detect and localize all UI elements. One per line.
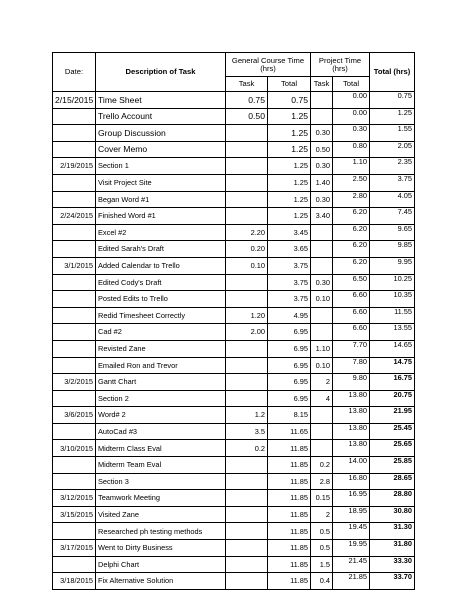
pt-task-cell: 0.10 bbox=[311, 291, 333, 308]
gct-total-cell: 1.25 bbox=[268, 158, 311, 175]
table-row bbox=[53, 490, 415, 507]
gct-total-cell: 11.85 bbox=[268, 523, 311, 540]
description-cell: Edited Cody's Draft bbox=[96, 274, 226, 291]
description-cell: Posted Edits to Trello bbox=[96, 291, 226, 308]
table-row bbox=[53, 473, 415, 490]
total-cell: 0.75 bbox=[370, 92, 415, 109]
gct-task-cell bbox=[226, 141, 268, 158]
description-cell: Excel #2 bbox=[96, 224, 226, 241]
header-total: Total (hrs) bbox=[370, 53, 415, 92]
gct-total-cell: 3.75 bbox=[268, 274, 311, 291]
pt-total-cell: 6.60 bbox=[333, 307, 370, 324]
gct-total-cell: 11.85 bbox=[268, 473, 311, 490]
description-cell: Gantt Chart bbox=[96, 374, 226, 391]
pt-task-cell: 0.5 bbox=[311, 540, 333, 557]
pt-task-cell bbox=[311, 440, 333, 457]
pt-task-cell: 1.40 bbox=[311, 174, 333, 191]
table-row bbox=[53, 141, 415, 158]
total-cell: 9.85 bbox=[370, 241, 415, 258]
pt-total-cell: 16.80 bbox=[333, 473, 370, 490]
gct-task-cell bbox=[226, 291, 268, 308]
date-cell bbox=[53, 125, 96, 142]
pt-task-cell bbox=[311, 423, 333, 440]
date-cell bbox=[53, 457, 96, 474]
header-general-course-time: General Course Time (hrs) bbox=[226, 53, 311, 77]
table-row bbox=[53, 540, 415, 557]
description-cell: Midterm Team Eval bbox=[96, 457, 226, 474]
gct-total-cell: 1.25 bbox=[268, 108, 311, 125]
pt-total-cell: 1.10 bbox=[333, 158, 370, 175]
gct-total-cell: 3.75 bbox=[268, 291, 311, 308]
header-gct-task: Task bbox=[226, 77, 268, 92]
gct-total-cell: 3.65 bbox=[268, 241, 311, 258]
gct-task-cell: 0.2 bbox=[226, 440, 268, 457]
header-pt-task: Task bbox=[311, 77, 333, 92]
date-cell bbox=[53, 307, 96, 324]
description-cell: Trello Account bbox=[96, 108, 226, 125]
pt-total-cell: 7.70 bbox=[333, 340, 370, 357]
date-cell bbox=[53, 357, 96, 374]
pt-total-cell: 21.45 bbox=[333, 556, 370, 573]
date-cell bbox=[53, 291, 96, 308]
table-row bbox=[53, 357, 415, 374]
table-row bbox=[53, 423, 415, 440]
total-cell: 10.25 bbox=[370, 274, 415, 291]
gct-task-cell bbox=[226, 340, 268, 357]
gct-task-cell bbox=[226, 208, 268, 225]
gct-total-cell: 1.25 bbox=[268, 191, 311, 208]
gct-total-cell: 11.85 bbox=[268, 573, 311, 590]
table-row bbox=[53, 158, 415, 175]
total-cell: 25.45 bbox=[370, 423, 415, 440]
gct-total-cell: 11.85 bbox=[268, 490, 311, 507]
table-row bbox=[53, 324, 415, 341]
total-cell: 28.65 bbox=[370, 473, 415, 490]
gct-task-cell: 0.20 bbox=[226, 241, 268, 258]
gct-total-cell: 6.95 bbox=[268, 340, 311, 357]
table-row bbox=[53, 241, 415, 258]
gct-task-cell bbox=[226, 540, 268, 557]
table-row bbox=[53, 573, 415, 590]
table-row bbox=[53, 174, 415, 191]
description-cell: Added Calendar to Trello bbox=[96, 257, 226, 274]
date-cell bbox=[53, 324, 96, 341]
gct-task-cell: 2.20 bbox=[226, 224, 268, 241]
pt-total-cell: 6.20 bbox=[333, 208, 370, 225]
date-cell bbox=[53, 423, 96, 440]
pt-total-cell: 2.80 bbox=[333, 191, 370, 208]
date-cell bbox=[53, 473, 96, 490]
total-cell: 4.05 bbox=[370, 191, 415, 208]
gct-total-cell: 4.95 bbox=[268, 307, 311, 324]
pt-task-cell bbox=[311, 92, 333, 109]
description-cell: Finished Word #1 bbox=[96, 208, 226, 225]
gct-task-cell bbox=[226, 374, 268, 391]
description-cell: Began Word #1 bbox=[96, 191, 226, 208]
pt-total-cell: 2.50 bbox=[333, 174, 370, 191]
pt-total-cell: 13.80 bbox=[333, 407, 370, 424]
description-cell: AutoCad #3 bbox=[96, 423, 226, 440]
description-cell: Edited Sarah's Draft bbox=[96, 241, 226, 258]
table-row bbox=[53, 374, 415, 391]
gct-total-cell: 6.95 bbox=[268, 357, 311, 374]
pt-total-cell: 0.00 bbox=[333, 92, 370, 109]
table-row bbox=[53, 92, 415, 109]
description-cell: Section 3 bbox=[96, 473, 226, 490]
gct-total-cell: 11.85 bbox=[268, 540, 311, 557]
description-cell: Time Sheet bbox=[96, 92, 226, 109]
pt-task-cell: 0.30 bbox=[311, 274, 333, 291]
gct-total-cell: 6.95 bbox=[268, 324, 311, 341]
pt-task-cell: 2 bbox=[311, 374, 333, 391]
pt-task-cell bbox=[311, 307, 333, 324]
date-cell: 3/2/2015 bbox=[53, 374, 96, 391]
gct-total-cell: 0.75 bbox=[268, 92, 311, 109]
total-cell: 25.65 bbox=[370, 440, 415, 457]
table-row bbox=[53, 340, 415, 357]
total-cell: 14.65 bbox=[370, 340, 415, 357]
pt-task-cell bbox=[311, 257, 333, 274]
gct-task-cell: 2.00 bbox=[226, 324, 268, 341]
pt-total-cell: 13.80 bbox=[333, 390, 370, 407]
table-row bbox=[53, 523, 415, 540]
pt-total-cell: 6.50 bbox=[333, 274, 370, 291]
pt-total-cell: 19.95 bbox=[333, 540, 370, 557]
description-cell: Visited Zane bbox=[96, 506, 226, 523]
pt-task-cell: 0.30 bbox=[311, 158, 333, 175]
gct-total-cell: 11.85 bbox=[268, 506, 311, 523]
pt-total-cell: 14.00 bbox=[333, 457, 370, 474]
total-cell: 9.95 bbox=[370, 257, 415, 274]
gct-task-cell bbox=[226, 506, 268, 523]
pt-total-cell: 6.60 bbox=[333, 291, 370, 308]
date-cell: 3/15/2015 bbox=[53, 506, 96, 523]
pt-task-cell bbox=[311, 324, 333, 341]
pt-total-cell: 6.60 bbox=[333, 324, 370, 341]
gct-task-cell: 0.10 bbox=[226, 257, 268, 274]
pt-task-cell: 0.4 bbox=[311, 573, 333, 590]
total-cell: 16.75 bbox=[370, 374, 415, 391]
gct-total-cell: 1.25 bbox=[268, 174, 311, 191]
table-row bbox=[53, 291, 415, 308]
total-cell: 25.85 bbox=[370, 457, 415, 474]
total-cell: 33.30 bbox=[370, 556, 415, 573]
gct-task-cell bbox=[226, 125, 268, 142]
total-cell: 10.35 bbox=[370, 291, 415, 308]
pt-task-cell: 2 bbox=[311, 506, 333, 523]
pt-task-cell: 0.30 bbox=[311, 125, 333, 142]
pt-total-cell: 0.80 bbox=[333, 141, 370, 158]
header-gct-total: Total bbox=[268, 77, 311, 92]
gct-task-cell bbox=[226, 523, 268, 540]
pt-total-cell: 6.20 bbox=[333, 241, 370, 258]
gct-total-cell: 11.65 bbox=[268, 423, 311, 440]
date-cell bbox=[53, 241, 96, 258]
total-cell: 21.95 bbox=[370, 407, 415, 424]
pt-total-cell: 13.80 bbox=[333, 423, 370, 440]
description-cell: Section 2 bbox=[96, 390, 226, 407]
gct-task-cell bbox=[226, 556, 268, 573]
pt-task-cell: 0.5 bbox=[311, 523, 333, 540]
pt-total-cell: 16.95 bbox=[333, 490, 370, 507]
table-row bbox=[53, 457, 415, 474]
total-cell: 33.70 bbox=[370, 573, 415, 590]
date-cell bbox=[53, 108, 96, 125]
gct-task-cell: 0.50 bbox=[226, 108, 268, 125]
pt-total-cell: 7.80 bbox=[333, 357, 370, 374]
description-cell: Researched ph testing methods bbox=[96, 523, 226, 540]
header-project-time: Project Time (hrs) bbox=[311, 53, 370, 77]
gct-total-cell: 8.15 bbox=[268, 407, 311, 424]
gct-task-cell: 0.75 bbox=[226, 92, 268, 109]
pt-total-cell: 0.30 bbox=[333, 125, 370, 142]
pt-total-cell: 21.85 bbox=[333, 573, 370, 590]
table-row bbox=[53, 125, 415, 142]
gct-task-cell bbox=[226, 573, 268, 590]
header-date: Date: bbox=[53, 53, 96, 92]
description-cell: Delphi Chart bbox=[96, 556, 226, 573]
gct-task-cell bbox=[226, 274, 268, 291]
date-cell bbox=[53, 191, 96, 208]
total-cell: 11.55 bbox=[370, 307, 415, 324]
total-cell: 13.55 bbox=[370, 324, 415, 341]
date-cell: 2/15/2015 bbox=[53, 92, 96, 109]
gct-task-cell bbox=[226, 390, 268, 407]
gct-task-cell: 1.2 bbox=[226, 407, 268, 424]
gct-total-cell: 1.25 bbox=[268, 125, 311, 142]
date-cell: 3/6/2015 bbox=[53, 407, 96, 424]
date-cell: 2/24/2015 bbox=[53, 208, 96, 225]
gct-task-cell bbox=[226, 490, 268, 507]
description-cell: Visit Project Site bbox=[96, 174, 226, 191]
pt-task-cell: 0.2 bbox=[311, 457, 333, 474]
description-cell: Group Discussion bbox=[96, 125, 226, 142]
pt-task-cell: 0.15 bbox=[311, 490, 333, 507]
description-cell: Teamwork Meeting bbox=[96, 490, 226, 507]
pt-task-cell bbox=[311, 224, 333, 241]
total-cell: 1.25 bbox=[370, 108, 415, 125]
table-row bbox=[53, 307, 415, 324]
pt-total-cell: 0.00 bbox=[333, 108, 370, 125]
gct-task-cell bbox=[226, 191, 268, 208]
header-pt-total: Total bbox=[333, 77, 370, 92]
gct-task-cell bbox=[226, 457, 268, 474]
description-cell: Cad #2 bbox=[96, 324, 226, 341]
date-cell bbox=[53, 141, 96, 158]
gct-task-cell bbox=[226, 174, 268, 191]
table-row bbox=[53, 224, 415, 241]
description-cell: Midterm Class Eval bbox=[96, 440, 226, 457]
pt-task-cell bbox=[311, 108, 333, 125]
gct-task-cell bbox=[226, 158, 268, 175]
gct-task-cell: 3.5 bbox=[226, 423, 268, 440]
total-cell: 14.75 bbox=[370, 357, 415, 374]
total-cell: 31.80 bbox=[370, 540, 415, 557]
header-description: Description of Task bbox=[96, 53, 226, 92]
description-cell: Revisted Zane bbox=[96, 340, 226, 357]
description-cell: Emailed Ron and Trevor bbox=[96, 357, 226, 374]
pt-task-cell: 1.10 bbox=[311, 340, 333, 357]
date-cell bbox=[53, 174, 96, 191]
date-cell: 3/10/2015 bbox=[53, 440, 96, 457]
table-row bbox=[53, 506, 415, 523]
date-cell bbox=[53, 224, 96, 241]
date-cell: 3/17/2015 bbox=[53, 540, 96, 557]
total-cell: 1.55 bbox=[370, 125, 415, 142]
total-cell: 20.75 bbox=[370, 390, 415, 407]
gct-total-cell: 6.95 bbox=[268, 390, 311, 407]
description-cell: Section 1 bbox=[96, 158, 226, 175]
table-row bbox=[53, 440, 415, 457]
total-cell: 30.80 bbox=[370, 506, 415, 523]
date-cell bbox=[53, 556, 96, 573]
description-cell: Word# 2 bbox=[96, 407, 226, 424]
pt-task-cell: 0.10 bbox=[311, 357, 333, 374]
pt-total-cell: 19.45 bbox=[333, 523, 370, 540]
pt-task-cell: 1.5 bbox=[311, 556, 333, 573]
total-cell: 2.05 bbox=[370, 141, 415, 158]
description-cell: Fix Alternative Solution bbox=[96, 573, 226, 590]
pt-total-cell: 18.95 bbox=[333, 506, 370, 523]
gct-total-cell: 11.85 bbox=[268, 556, 311, 573]
gct-total-cell: 1.25 bbox=[268, 208, 311, 225]
gct-total-cell: 1.25 bbox=[268, 141, 311, 158]
total-cell: 7.45 bbox=[370, 208, 415, 225]
pt-task-cell: 0.30 bbox=[311, 191, 333, 208]
date-cell bbox=[53, 390, 96, 407]
pt-task-cell bbox=[311, 241, 333, 258]
gct-total-cell: 11.85 bbox=[268, 457, 311, 474]
gct-total-cell: 11.85 bbox=[268, 440, 311, 457]
total-cell: 9.65 bbox=[370, 224, 415, 241]
total-cell: 28.80 bbox=[370, 490, 415, 507]
pt-task-cell: 2.8 bbox=[311, 473, 333, 490]
description-cell: Went to Dirty Business bbox=[96, 540, 226, 557]
table-row bbox=[53, 257, 415, 274]
gct-total-cell: 3.75 bbox=[268, 257, 311, 274]
table-row bbox=[53, 108, 415, 125]
description-cell: Redid Timesheet Correctly bbox=[96, 307, 226, 324]
timesheet-body bbox=[53, 92, 415, 590]
description-cell: Cover Memo bbox=[96, 141, 226, 158]
gct-task-cell: 1.20 bbox=[226, 307, 268, 324]
date-cell bbox=[53, 523, 96, 540]
gct-task-cell bbox=[226, 357, 268, 374]
table-row bbox=[53, 407, 415, 424]
date-cell: 2/19/2015 bbox=[53, 158, 96, 175]
table-row bbox=[53, 556, 415, 573]
pt-total-cell: 6.20 bbox=[333, 257, 370, 274]
total-cell: 3.75 bbox=[370, 174, 415, 191]
total-cell: 31.30 bbox=[370, 523, 415, 540]
date-cell: 3/12/2015 bbox=[53, 490, 96, 507]
table-row bbox=[53, 191, 415, 208]
gct-total-cell: 3.45 bbox=[268, 224, 311, 241]
date-cell bbox=[53, 274, 96, 291]
pt-total-cell: 13.80 bbox=[333, 440, 370, 457]
gct-task-cell bbox=[226, 473, 268, 490]
pt-task-cell: 0.50 bbox=[311, 141, 333, 158]
pt-task-cell bbox=[311, 407, 333, 424]
date-cell: 3/18/2015 bbox=[53, 573, 96, 590]
pt-task-cell: 4 bbox=[311, 390, 333, 407]
date-cell bbox=[53, 340, 96, 357]
table-row bbox=[53, 208, 415, 225]
table-row bbox=[53, 274, 415, 291]
gct-total-cell: 6.95 bbox=[268, 374, 311, 391]
pt-total-cell: 9.80 bbox=[333, 374, 370, 391]
pt-task-cell: 3.40 bbox=[311, 208, 333, 225]
table-row bbox=[53, 390, 415, 407]
date-cell: 3/1/2015 bbox=[53, 257, 96, 274]
total-cell: 2.35 bbox=[370, 158, 415, 175]
pt-total-cell: 6.20 bbox=[333, 224, 370, 241]
timesheet bbox=[52, 52, 414, 590]
timesheet-table bbox=[52, 52, 415, 590]
